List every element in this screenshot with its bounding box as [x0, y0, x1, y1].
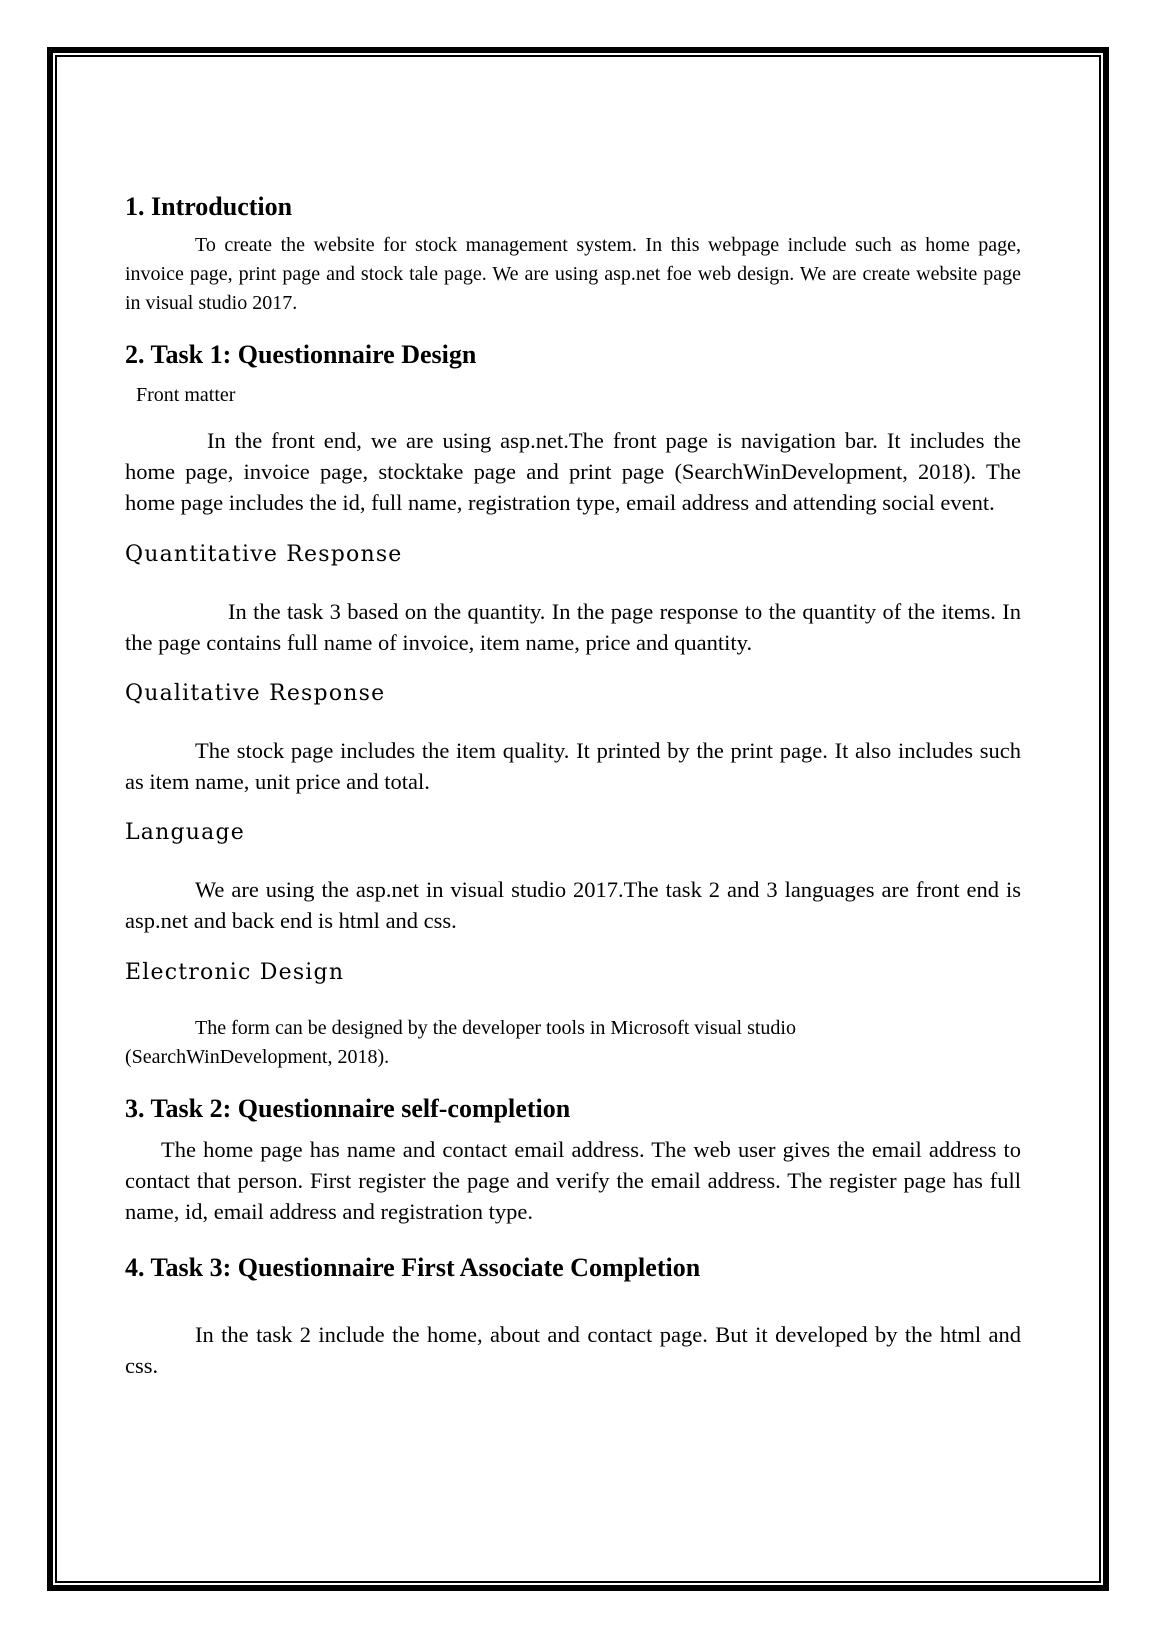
heading-quantitative-response: Quantitative Response — [125, 542, 403, 567]
qualitative-paragraph: The stock page includes the item quality. It printed by the print page. It also includes such as item name, unit price and total. — [125, 738, 1021, 794]
task2-paragraph: The home page has name and contact email address. The web user gives the email address to contact that person. First register the page and verify the email address. The register page has full name, id, email address and registration type. — [125, 1137, 1021, 1224]
heading-electronic-design: Electronic Design — [125, 960, 345, 985]
front-end-paragraph: In the front end, we are using asp.net.The front page is navigation bar. It includes the home page, invoice page, stocktake page and print page (SearchWinDevelopment, 2018). The home page includes the id, full name, registration type, email address and attending social event. — [125, 428, 1021, 515]
electronic-design-line-1: The form can be designed by the developer tools in Microsoft visual studio — [195, 1017, 796, 1039]
heading-task3: 4. Task 3: Questionnaire First Associate Completion — [125, 1253, 701, 1282]
task3-paragraph: In the task 2 include the home, about and contact page. But it developed by the html and css. — [125, 1322, 1021, 1378]
quantitative-paragraph: In the task 3 based on the quantity. In the page response to the quantity of the items. In the page contains full name of invoice, item name, price and quantity. — [125, 599, 1021, 655]
language-paragraph: We are using the asp.net in visual studio 2017.The task 2 and 3 languages are front end is asp.net and back end is html and css. — [125, 877, 1021, 933]
document-body — [125, 190, 1021, 1381]
introduction-paragraph: To create the website for stock management system. In this webpage include such as home page, invoice page, print page and stock tale page. We are using asp.net foe web design. We are create website page in visual studio 2017. — [125, 234, 1021, 314]
heading-task1: 2. Task 1: Questionnaire Design — [125, 340, 477, 369]
electronic-design-line-2: (SearchWinDevelopment, 2018). — [125, 1046, 390, 1068]
heading-qualitative-response: Qualitative Response — [125, 681, 386, 706]
heading-introduction: 1. Introduction — [125, 192, 293, 221]
heading-language: Language — [125, 820, 245, 845]
heading-task2: 3. Task 2: Questionnaire self-completion — [125, 1094, 571, 1123]
electronic-design-paragraph — [125, 1014, 1021, 1072]
front-matter-label: Front matter — [136, 384, 236, 406]
